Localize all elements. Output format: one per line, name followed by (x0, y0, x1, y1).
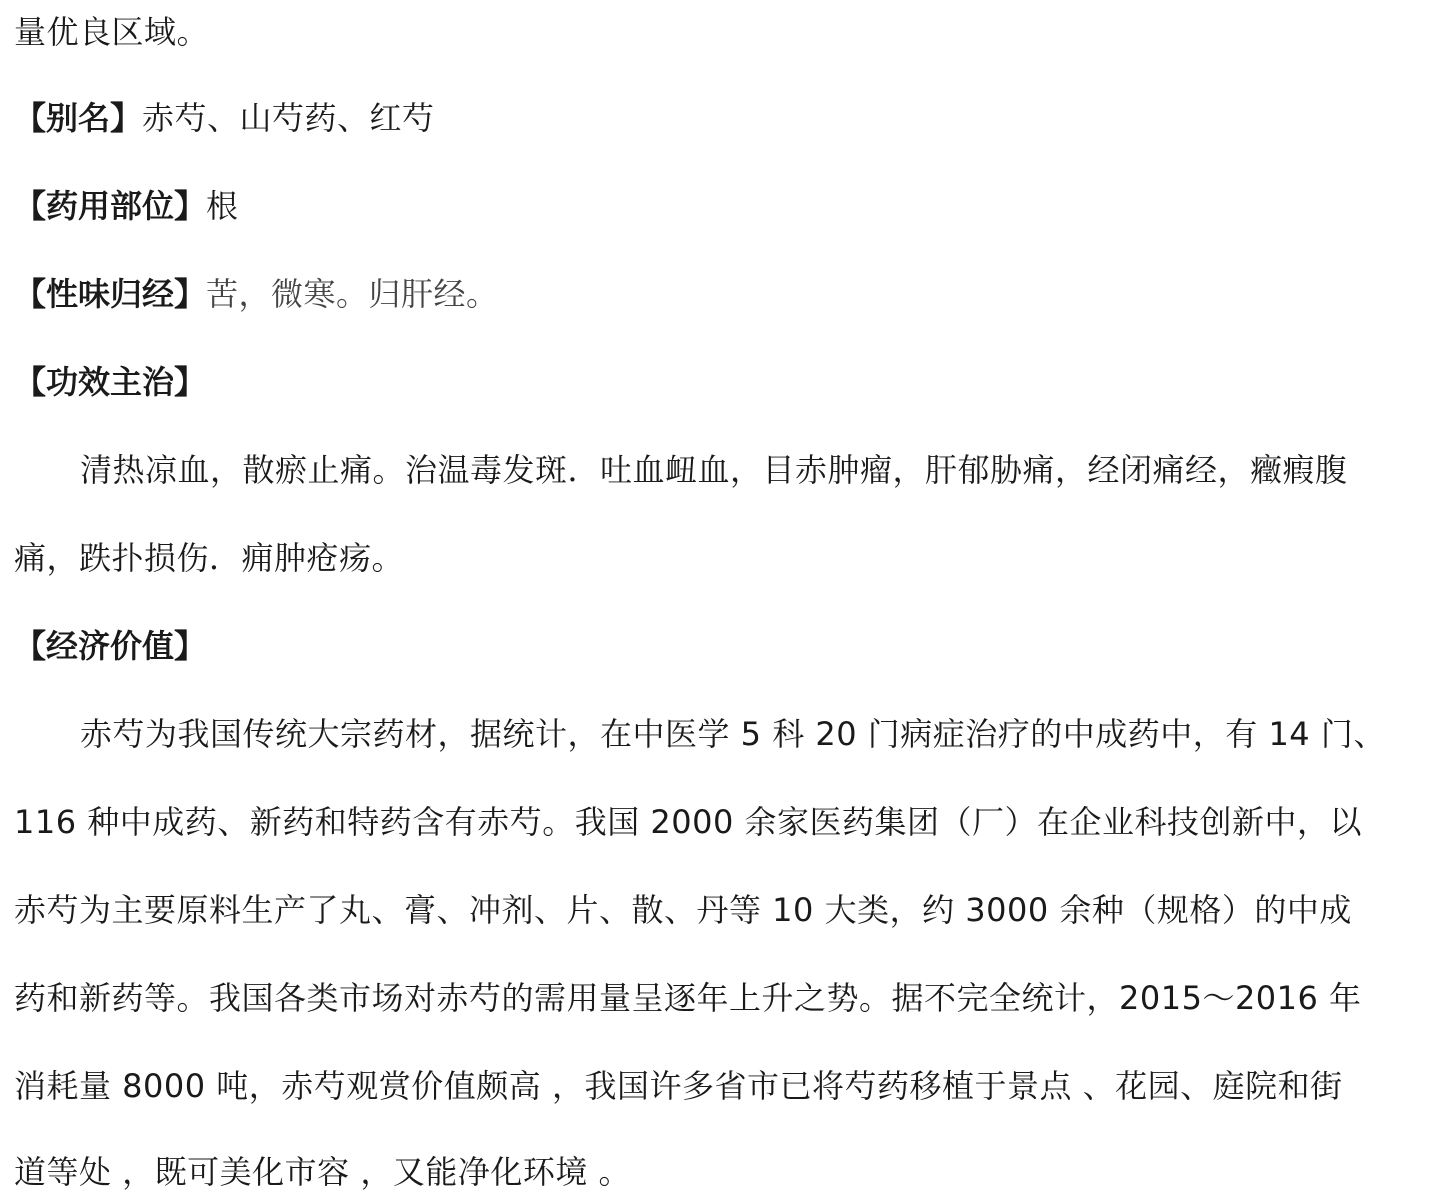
efficacy-paragraph-line-2: 痛，跌扑损伤．痈肿疮疡。 (14, 539, 405, 577)
economic-paragraph-line-2: 116 种中成药、新药和特药含有赤芍。我国 2000 余家医药集团（厂）在企业科技创新中，以 (14, 803, 1363, 841)
economic-paragraph-line-4: 药和新药等。我国各类市场对赤芍的需用量呈逐年上升之势。据不完全统计，2015～2016 年 (14, 979, 1362, 1017)
medicinal-part-value: 根 (206, 187, 239, 225)
economic-paragraph-line-5: 消耗量 8000 吨，赤芍观赏价值颇高 ，我国许多省市已将芍药移植于景点 、花园、庭院和街 (14, 1067, 1343, 1105)
economic-paragraph-line-6: 道等处 ，既可美化市容 ，又能净化环境 。 (14, 1153, 632, 1191)
nature-meridian-row (14, 275, 499, 313)
efficacy-heading: 【功效主治】 (14, 363, 207, 401)
nature-meridian-value: 苦，微寒。归肝经。 (206, 275, 499, 313)
alias-label: 【别名】 (14, 99, 143, 137)
medicinal-part-label: 【药用部位】 (14, 187, 207, 225)
alias-row (14, 99, 435, 137)
intro-tail-text: 量优良区域。 (14, 13, 210, 51)
medicinal-part-row (14, 187, 239, 225)
nature-meridian-label: 【性味归经】 (14, 275, 207, 313)
economic-value-heading: 【经济价值】 (14, 627, 207, 665)
economic-paragraph-line-1: 赤芍为我国传统大宗药材，据统计，在中医学 5 科 20 门病症治疗的中成药中，有 14 门、 (80, 715, 1386, 753)
efficacy-paragraph-line-1: 清热凉血，散瘀止痛。治温毒发斑．吐血衄血，目赤肿瘤，肝郁胁痛，经闭痛经，癥瘕腹 (80, 451, 1348, 489)
economic-paragraph-line-3: 赤芍为主要原料生产了丸、膏、冲剂、片、散、丹等 10 大类，约 3000 余种（规格）的中成 (14, 891, 1352, 929)
alias-value: 赤芍、山芍药、红芍 (142, 99, 435, 137)
